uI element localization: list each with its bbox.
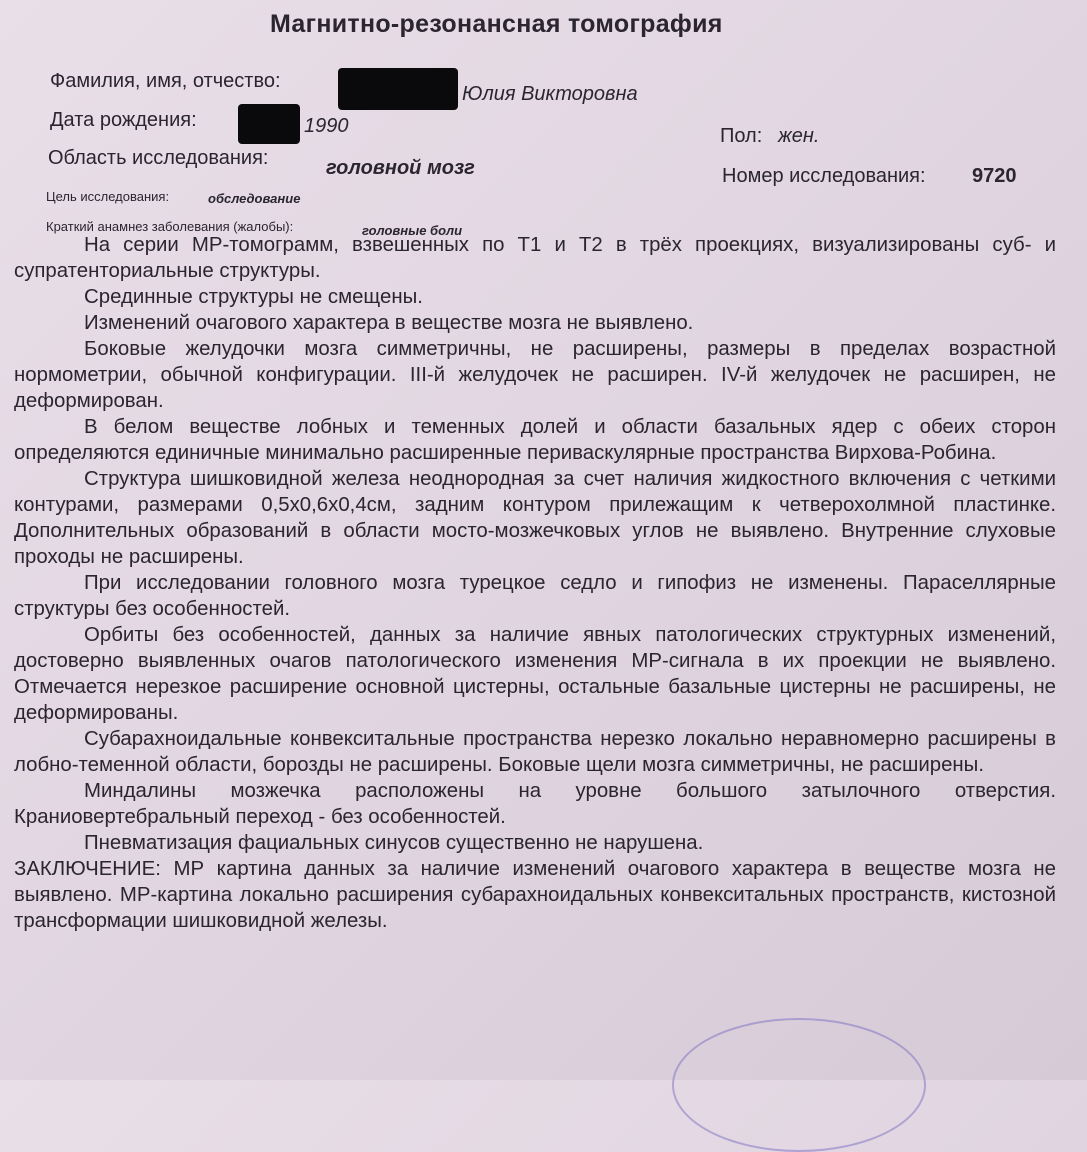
report-paragraph: Изменений очагового характера в веществе мозга не выявлено. — [84, 312, 694, 334]
report-paragraph: Субарахноидальные конвекситальные пространства нерезко локально неравномерно расширены в лобно-теменной области, борозды не расширены. Боковые щели мозга симметричны, не расширены. — [14, 728, 1056, 776]
report-paragraph: На серии МР-томограмм, взвешенных по Т1 и Т2 в трёх проекциях, визуализированы суб- и супратенториальные структуры. — [14, 234, 1056, 282]
stamp-seal — [672, 1018, 926, 1152]
number-label: Номер исследования: — [722, 165, 926, 187]
sex-value: жен. — [778, 125, 820, 147]
page-title: Магнитно-резонансная томография — [270, 10, 723, 38]
sex-label: Пол: — [720, 125, 763, 147]
anamnesis-label: Краткий анамнез заболевания (жалобы): — [46, 219, 294, 234]
anamnesis-value: головные боли — [362, 223, 463, 238]
report-paragraph: При исследовании головного мозга турецкое седло и гипофиз не изменены. Параселлярные структуры без особенностей. — [14, 572, 1056, 620]
goal-label: Цель исследования: — [46, 189, 170, 204]
name-label: Фамилия, имя, отчество: — [50, 70, 281, 92]
area-value: головной мозг — [326, 157, 475, 179]
report-paragraph: Срединные структуры не смещены. — [84, 286, 423, 308]
dob-label: Дата рождения: — [50, 109, 197, 131]
redaction-mark — [238, 104, 300, 144]
goal-value: обследование — [208, 191, 301, 206]
name-value: Юлия Викторовна — [462, 83, 638, 105]
report-body — [14, 232, 1056, 934]
report-paragraph: Миндалины мозжечка расположены на уровне большого затылочного отверстия. Краниовертебральный переход - без особенностей. — [14, 780, 1056, 828]
report-paragraph: Пневматизация фациальных синусов существенно не нарушена. — [84, 832, 704, 854]
report-paragraph: Структура шишковидной железа неоднородная за счет наличия жидкостного включения с четкими контурами, размерами 0,5х0,6х0,4см, задним контуром прилежащим к четверохолмной пластинке. Дополнительных образований в области мосто-мозжечковых углов не выявлено. Внутренние слуховые проходы не расширены. — [14, 468, 1056, 568]
report-paragraph: Орбиты без особенностей, данных за наличие явных патологических структурных изменений, достоверно выявленных очагов патологического изменения МР-сигнала в их проекции не выявлено. Отмечается нерезкое расширение основной цистерны, остальные базальные цистерны не расширены, не деформированы. — [14, 624, 1056, 724]
report-paragraph: Боковые желудочки мозга симметричны, не расширены, размеры в пределах возрастной нормометрии, обычной конфигурации. III-й желудочек не расширен. IV-й желудочек не расширен, не деформирован. — [14, 338, 1056, 412]
area-label: Область исследования: — [48, 147, 269, 169]
redaction-mark — [338, 68, 458, 110]
number-value: 9720 — [972, 165, 1017, 187]
report-paragraph: В белом веществе лобных и теменных долей и области базальных ядер с обеих сторон определяются единичные минимально расширенные периваскулярные пространства Вирхова-Робина. — [14, 416, 1056, 464]
conclusion: ЗАКЛЮЧЕНИЕ: МР картина данных за наличие изменений очагового характера в веществе мозга не выявлено. МР-картина локально расширения субарахноидальных конвекситальных пространств, кистозной трансформации шишковидной железы. — [14, 858, 1056, 932]
dob-value: 1990 — [304, 115, 349, 137]
